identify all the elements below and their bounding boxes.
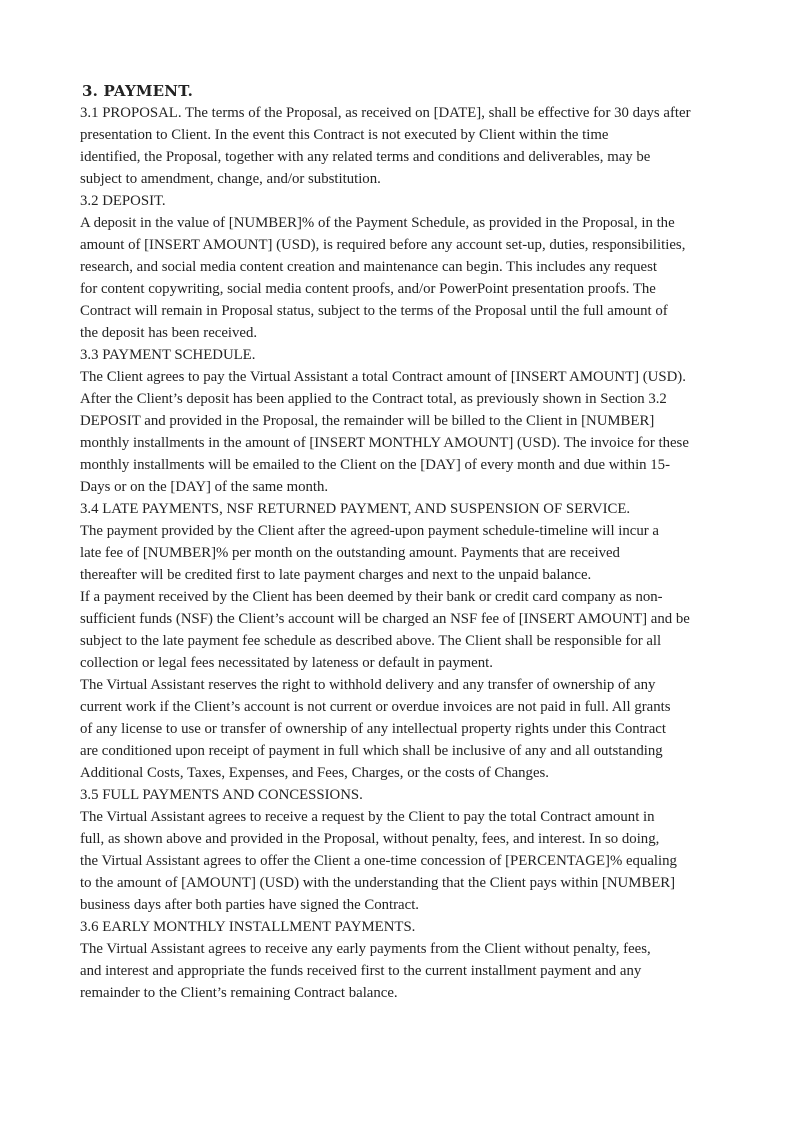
body-text-line: thereafter will be credited first to late payment charges and next to the unpaid balance. bbox=[80, 567, 592, 583]
body-text-line: DEPOSIT and provided in the Proposal, the remainder will be billed to the Client in [NUMBER] bbox=[80, 413, 655, 429]
body-text-line: Days or on the [DAY] of the same month. bbox=[80, 479, 329, 495]
body-text-line: The Virtual Assistant agrees to receive any early payments from the Client without penalty, fees, bbox=[80, 941, 651, 957]
body-text-line: subject to amendment, change, and/or substitution. bbox=[80, 171, 381, 187]
body-text-line: Additional Costs, Taxes, Expenses, and Fees, Charges, or the costs of Changes. bbox=[80, 765, 549, 781]
body-text-line: of any license to use or transfer of ownership of any intellectual property rights under this Contract bbox=[80, 721, 666, 737]
body-text-line: presentation to Client. In the event this Contract is not executed by Client within the time bbox=[80, 127, 609, 143]
body-text-line: full, as shown above and provided in the Proposal, without penalty, fees, and interest. In so doing, bbox=[80, 831, 660, 847]
body-text-line: If a payment received by the Client has been deemed by their bank or credit card company as non- bbox=[80, 589, 663, 605]
body-text-line: 3.4 LATE PAYMENTS, NSF RETURNED PAYMENT, AND SUSPENSION OF SERVICE. bbox=[80, 501, 631, 517]
body-text-line: Contract will remain in Proposal status, subject to the terms of the Proposal until the full amount of bbox=[80, 303, 668, 319]
body-text-line: 3.2 DEPOSIT. bbox=[80, 193, 166, 209]
body-text-line: remainder to the Client’s remaining Contract balance. bbox=[80, 985, 398, 1001]
body-text-line: The Client agrees to pay the Virtual Assistant a total Contract amount of [INSERT AMOUNT] (USD). bbox=[80, 369, 686, 385]
body-text-line: current work if the Client’s account is not current or overdue invoices are not paid in full. All grants bbox=[80, 699, 671, 715]
body-text-line: collection or legal fees necessitated by lateness or default in payment. bbox=[80, 655, 493, 671]
body-text-line: the Virtual Assistant agrees to offer the Client a one-time concession of [PERCENTAGE]% equaling bbox=[80, 853, 677, 869]
body-text-line: The Virtual Assistant reserves the right to withhold delivery and any transfer of ownership of any bbox=[80, 677, 656, 693]
document-page bbox=[80, 80, 720, 1004]
body-text-line: sufficient funds (NSF) the Client’s account will be charged an NSF fee of [INSERT AMOUNT] and be bbox=[80, 611, 690, 627]
body-text-line: After the Client’s deposit has been applied to the Contract total, as previously shown in Section 3.2 bbox=[80, 391, 667, 407]
body-text-line: subject to the late payment fee schedule as described above. The Client shall be responsible for all bbox=[80, 633, 662, 649]
body-text-line: The payment provided by the Client after the agreed-upon payment schedule-timeline will incur a bbox=[80, 523, 659, 539]
body-text-line: business days after both parties have signed the Contract. bbox=[80, 897, 420, 913]
body-text-line: late fee of [NUMBER]% per month on the outstanding amount. Payments that are received bbox=[80, 545, 620, 561]
section-heading: 3. PAYMENT. bbox=[82, 82, 194, 100]
body-text-line: 3.3 PAYMENT SCHEDULE. bbox=[80, 347, 256, 363]
body-text-line: identified, the Proposal, together with any related terms and conditions and deliverables, may be bbox=[80, 149, 651, 165]
body-text-line: amount of [INSERT AMOUNT] (USD), is required before any account set-up, duties, responsibilities, bbox=[80, 237, 686, 253]
body-text-line: the deposit has been received. bbox=[80, 325, 258, 341]
body-text-line: 3.1 PROPOSAL. The terms of the Proposal, as received on [DATE], shall be effective for 30 days after bbox=[80, 105, 691, 121]
body-text-line: monthly installments in the amount of [INSERT MONTHLY AMOUNT] (USD). The invoice for these bbox=[80, 435, 689, 451]
body-text-line: to the amount of [AMOUNT] (USD) with the understanding that the Client pays within [NUMBER] bbox=[80, 875, 676, 891]
section-body bbox=[80, 102, 720, 1004]
body-text-line: research, and social media content creation and maintenance can begin. This includes any request bbox=[80, 259, 657, 275]
body-text-line: 3.6 EARLY MONTHLY INSTALLMENT PAYMENTS. bbox=[80, 919, 416, 935]
body-text-line: The Virtual Assistant agrees to receive a request by the Client to pay the total Contract amount in bbox=[80, 809, 655, 825]
body-text-line: A deposit in the value of [NUMBER]% of the Payment Schedule, as provided in the Proposal, in the bbox=[80, 215, 675, 231]
body-text-line: for content copywriting, social media content proofs, and/or PowerPoint presentation proofs. The bbox=[80, 281, 656, 297]
body-text-line: monthly installments will be emailed to the Client on the [DAY] of every month and due within 15- bbox=[80, 457, 670, 473]
body-text-line: are conditioned upon receipt of payment in full which shall be inclusive of any and all outstanding bbox=[80, 743, 663, 759]
body-text-line: 3.5 FULL PAYMENTS AND CONCESSIONS. bbox=[80, 787, 363, 803]
body-text-line: and interest and appropriate the funds received first to the current installment payment and any bbox=[80, 963, 642, 979]
